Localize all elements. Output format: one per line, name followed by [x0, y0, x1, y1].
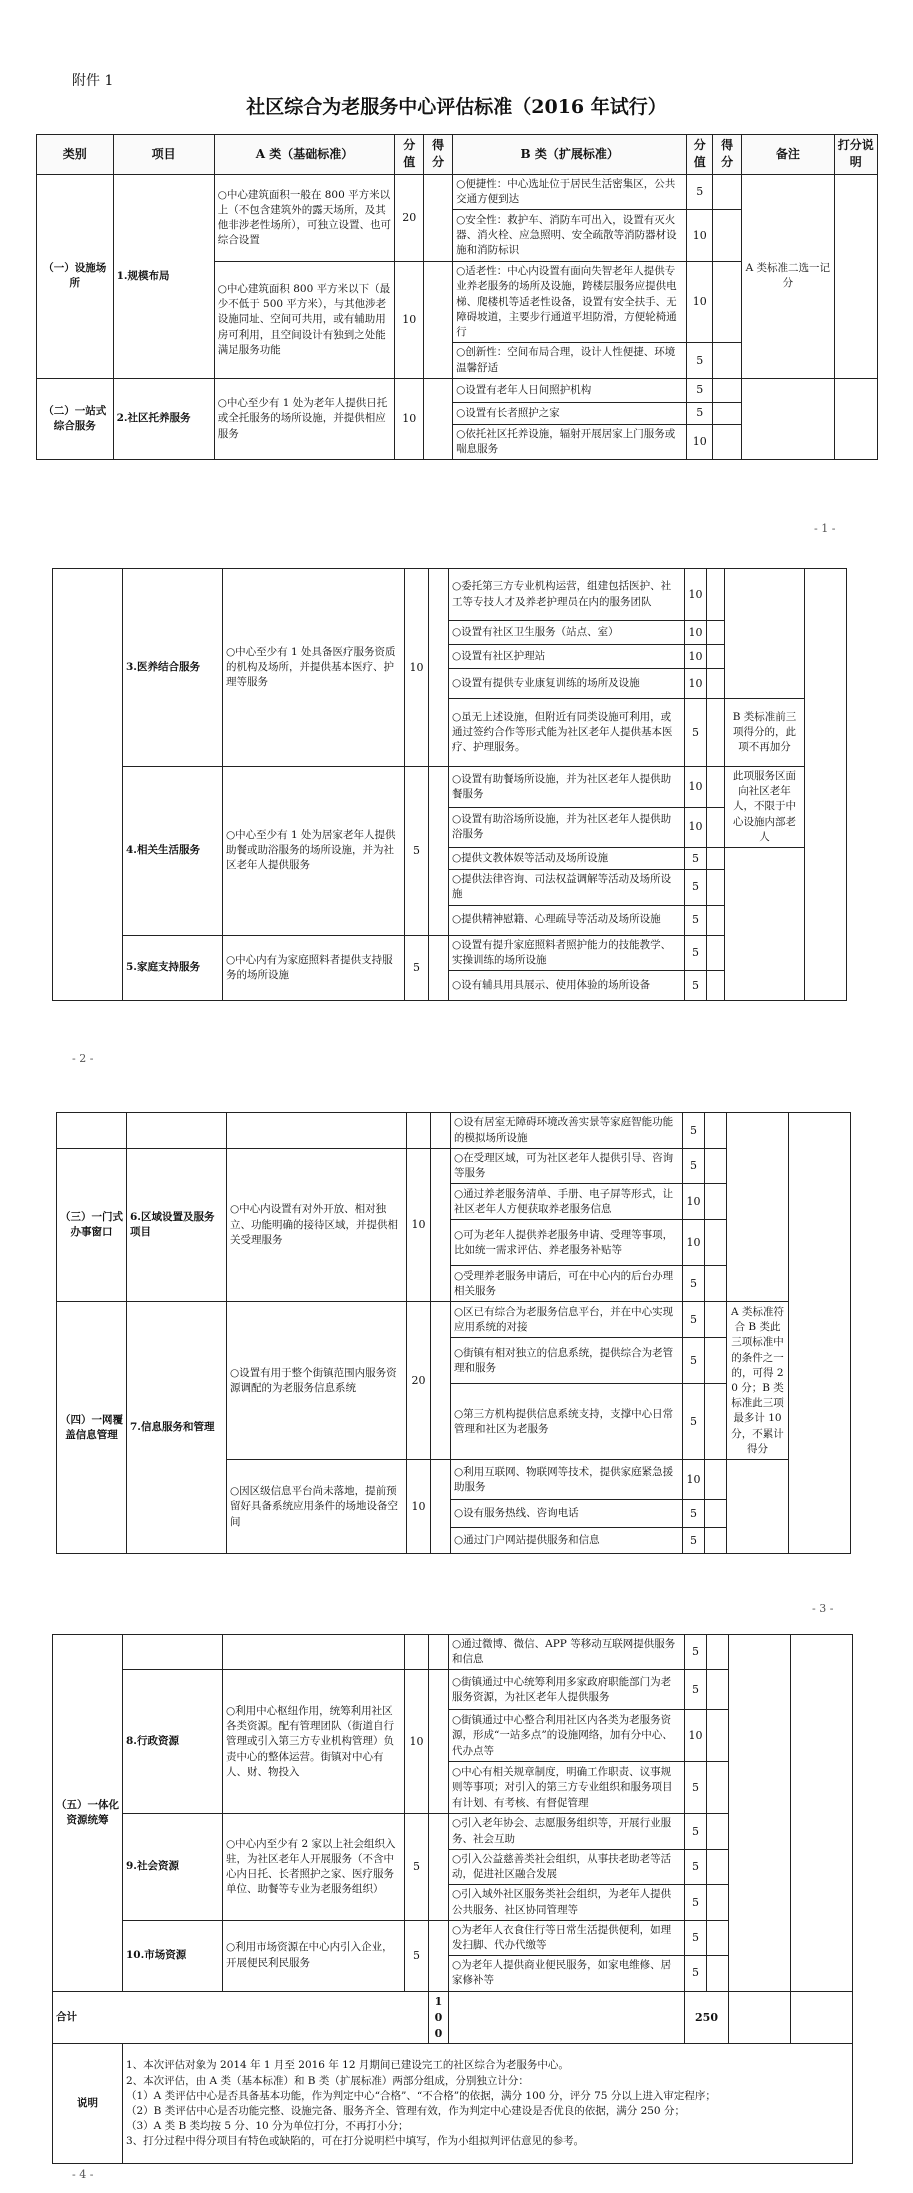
a-score-cell: 5	[405, 1814, 429, 1920]
b-got-cell[interactable]	[707, 807, 725, 848]
remark-cell	[727, 1113, 789, 1302]
b-score-cell: 5	[685, 905, 707, 935]
b-got-cell[interactable]	[707, 1635, 729, 1670]
b-got-cell[interactable]	[713, 402, 742, 424]
header-explain: 打分说明	[834, 135, 877, 175]
remark-cell: A 类标准符合 B 类此三项标准中的条件之一的，可得 20 分；B 类标准此三项最多计 10 分，不累计得分	[727, 1302, 789, 1460]
b-standard-cell: ○依托社区托养设施，辐射开展居家上门服务或喘息服务	[453, 424, 687, 459]
b-got-cell[interactable]	[705, 1384, 727, 1460]
b-got-cell[interactable]	[713, 378, 742, 402]
remark-cell: 此项服务区面向社区老年人，不限于中心设施内部老人	[725, 767, 805, 848]
explain-cell[interactable]	[805, 569, 847, 1001]
b-standard-cell: ○通过微博、微信、APP 等移动互联网提供服务和信息	[449, 1635, 685, 1670]
b-standard-cell: ○委托第三方专业机构运营，组建包括医护、社工等专技人才及养老护理员在内的服务团队	[449, 569, 685, 621]
b-score-cell: 5	[685, 1762, 707, 1814]
b-score-cell: 5	[683, 1500, 705, 1528]
b-score-cell: 5	[685, 1956, 707, 1991]
b-standard-cell: ○设有居室无障碍环境改善实景等家庭智能功能的模拟场所设施	[451, 1113, 683, 1149]
notes-label: 说明	[53, 2044, 123, 2164]
b-got-cell[interactable]	[707, 1762, 729, 1814]
total-b-value: 250	[685, 1991, 729, 2044]
b-standard-cell: ○为老年人衣食住行等日常生活提供便利，如理发扫脚、代办代缴等	[449, 1920, 685, 1955]
b-score-cell: 5	[683, 1113, 705, 1149]
b-got-cell[interactable]	[707, 645, 725, 669]
b-standard-cell: ○提供精神慰籍、心理疏导等活动及场所设施	[449, 905, 685, 935]
category-cell: （五）一体化资源统筹	[53, 1635, 123, 1992]
b-score-cell: 10	[683, 1184, 705, 1220]
a-score-cell	[407, 1113, 431, 1149]
item-cell: 4.相关生活服务	[123, 767, 223, 936]
item-cell: 6.区域设置及服务项目	[127, 1149, 227, 1302]
b-score-cell: 5	[683, 1302, 705, 1338]
a-got-cell[interactable]	[429, 1814, 449, 1920]
b-standard-cell: ○引入老年协会、志愿服务组织等，开展行业服务、社会互助	[449, 1814, 685, 1849]
page-title: 社区综合为老服务中心评估标准（2016 年试行）	[246, 96, 667, 118]
b-standard-cell: ○设置有老年人日间照护机构	[453, 378, 687, 402]
b-got-cell[interactable]	[707, 569, 725, 621]
b-score-cell: 5	[685, 699, 707, 767]
table-page2	[52, 568, 847, 1001]
a-got-cell[interactable]	[429, 935, 449, 1000]
b-score-cell: 5	[683, 1149, 705, 1184]
b-got-cell[interactable]	[707, 1814, 729, 1849]
table-page1	[36, 134, 878, 460]
b-score-cell: 10	[685, 1710, 707, 1762]
explain-cell[interactable]	[834, 174, 877, 378]
a-score-cell: 20	[395, 174, 424, 261]
b-got-cell[interactable]	[707, 970, 725, 1000]
b-score-cell: 5	[685, 848, 707, 870]
a-standard-cell: ○中心至少有 1 处为老年人提供日托或全托服务的场所设施，并提供相应服务	[214, 378, 395, 459]
a-score-cell: 5	[405, 935, 429, 1000]
header-a-got: 得分	[424, 135, 453, 175]
b-score-cell: 10	[685, 767, 707, 808]
total-label: 合计	[53, 1991, 429, 2044]
a-score-cell	[405, 1635, 429, 1670]
category-cell: （四）一网覆盖信息管理	[57, 1302, 127, 1554]
b-got-cell[interactable]	[707, 621, 725, 645]
header-row	[37, 135, 878, 175]
a-standard-cell: ○利用市场资源在中心内引入企业，开展便民利民服务	[223, 1920, 405, 1991]
page-number: - 4 -	[72, 2168, 94, 2181]
b-standard-cell: ○中心有相关规章制度，明确工作职责、议事规则等事项；对引入的第三方专业组织和服务项目有计划、有考核、有督促管理	[449, 1762, 685, 1814]
a-score-cell: 5	[405, 1920, 429, 1991]
b-got-cell[interactable]	[705, 1460, 727, 1500]
remark-cell	[729, 1635, 791, 1992]
annex-label: 附件 1	[72, 73, 114, 89]
a-score-cell: 10	[405, 569, 429, 767]
note-line: （3）A 类 B 类均按 5 分、10 分为单位打分，不再打小分；	[126, 2120, 409, 2133]
note-line: （2）B 类评估中心是否功能完整、设施完备、服务齐全、管理有效，作为判定中心建设是否优良的依据，满分 250 分；	[126, 2104, 685, 2117]
a-standard-cell	[223, 1635, 405, 1670]
a-got-cell[interactable]	[424, 262, 453, 379]
b-score-cell: 10	[685, 621, 707, 645]
a-got-cell[interactable]	[431, 1460, 451, 1554]
b-standard-cell: ○设置有提升家庭照料者照护能力的技能教学、实操训练的场所设施	[449, 935, 685, 970]
table-page3	[56, 1112, 851, 1554]
b-got-cell[interactable]	[713, 210, 742, 262]
header-a-standard: A 类（基础标准）	[214, 135, 395, 175]
b-standard-cell: ○设置有社区卫生服务（站点、室）	[449, 621, 685, 645]
a-standard-cell: ○利用中心枢纽作用，统筹利用社区各类资源。配有管理团队（街道自行管理或引入第三方专业机构管理）负责中心的整体运营。街镇对中心有人、财、物投入	[223, 1670, 405, 1814]
a-standard-cell: ○中心内有为家庭照料者提供支持服务的场所设施	[223, 935, 405, 1000]
page-number: - 2 -	[72, 1052, 94, 1065]
a-score-cell: 10	[407, 1460, 431, 1554]
a-got-cell[interactable]	[429, 1670, 449, 1814]
b-got-cell[interactable]	[705, 1500, 727, 1528]
category-cell	[53, 569, 123, 1001]
item-cell: 1.规模布局	[113, 174, 214, 378]
remark-cell	[742, 378, 834, 459]
item-cell: 2.社区托养服务	[113, 378, 214, 459]
b-score-cell: 5	[687, 378, 713, 402]
page-number: - 3 -	[812, 1602, 834, 1615]
category-cell	[57, 1113, 127, 1149]
b-got-cell[interactable]	[705, 1113, 727, 1149]
b-standard-cell: ○第三方机构提供信息系统支持，支撑中心日常管理和社区为老服务	[451, 1384, 683, 1460]
b-got-cell[interactable]	[713, 343, 742, 378]
a-got-cell[interactable]	[431, 1149, 451, 1302]
page-number: - 1 -	[814, 522, 836, 535]
b-score-cell: 5	[685, 970, 707, 1000]
b-standard-cell: ○通过养老服务清单、手册、电子屏等形式，让社区老年人方便获取养老服务信息	[451, 1184, 683, 1220]
b-got-cell[interactable]	[713, 262, 742, 343]
b-score-cell: 10	[687, 424, 713, 459]
b-got-cell[interactable]	[705, 1266, 727, 1302]
b-standard-cell: ○提供法律咨询、司法权益调解等活动及场所设施	[449, 870, 685, 905]
a-got-cell[interactable]	[424, 174, 453, 261]
category-cell: （二）一站式综合服务	[37, 378, 114, 459]
item-cell	[123, 1635, 223, 1670]
notes-row	[53, 2044, 853, 2164]
item-cell: 10.市场资源	[123, 1920, 223, 1991]
b-got-cell[interactable]	[707, 767, 725, 808]
b-standard-cell: ○设有服务热线、咨询电话	[451, 1500, 683, 1528]
a-standard-cell: ○因区级信息平台尚未落地，提前预留好具备系统应用条件的场地设备空间	[227, 1460, 407, 1554]
remark-cell: A 类标准二选一记分	[742, 174, 834, 378]
b-score-cell: 10	[685, 645, 707, 669]
b-standard-cell: ○利用互联网、物联网等技术，提供家庭紧急援助服务	[451, 1460, 683, 1500]
b-score-cell: 5	[685, 870, 707, 905]
b-standard-cell: ○可为老年人提供养老服务申请、受理等事项，比如统一需求评估、养老服务补贴等	[451, 1220, 683, 1266]
b-standard-cell: ○设置有助餐场所设施，并为社区老年人提供助餐服务	[449, 767, 685, 808]
b-got-cell[interactable]	[705, 1528, 727, 1554]
b-score-cell: 5	[685, 1920, 707, 1955]
b-standard-cell: ○街镇有相对独立的信息系统，提供综合为老管理和服务	[451, 1338, 683, 1384]
b-got-cell[interactable]	[713, 424, 742, 459]
b-score-cell: 5	[683, 1338, 705, 1384]
b-got-cell[interactable]	[707, 669, 725, 699]
a-got-cell[interactable]	[431, 1113, 451, 1149]
note-line: 3、打分过程中得分项目有特色或缺陷的，可在打分说明栏中填写，作为小组拟判评估意见的参考。	[126, 2135, 585, 2148]
b-standard-cell: ○创新性：空间布局合理，设计人性便捷、环境温馨舒适	[453, 343, 687, 378]
b-score-cell: 10	[685, 807, 707, 848]
a-got-cell[interactable]	[429, 1920, 449, 1991]
b-standard-cell: ○引入域外社区服务类社会组织，为老年人提供公共服务、社区协同管理等	[449, 1885, 685, 1920]
b-got-cell[interactable]	[707, 848, 725, 870]
a-standard-cell: ○中心至少有 1 处具备医疗服务资质的机构及场所，并提供基本医疗、护理等服务	[223, 569, 405, 767]
a-standard-cell: ○中心内至少有 2 家以上社会组织入驻，为社区老年人开展服务（不含中心内日托、长者照护之家、医疗服务单位、助餐等专业为老服务组织）	[223, 1814, 405, 1920]
explain-cell[interactable]	[834, 378, 877, 459]
header-category: 类别	[37, 135, 114, 175]
b-standard-cell: ○在受理区域，可为社区老年人提供引导、咨询等服务	[451, 1149, 683, 1184]
b-got-cell[interactable]	[705, 1338, 727, 1384]
note-line: （1）A 类评估中心是否具备基本功能，作为判定中心“合格”、“不合格”的依据，满分 100 分，评分 75 分以上进入审定程序；	[126, 2089, 716, 2102]
b-score-cell: 10	[683, 1460, 705, 1500]
header-b-standard: B 类（扩展标准）	[453, 135, 687, 175]
b-standard-cell: ○便捷性：中心选址位于居民生活密集区，公共交通方便到达	[453, 174, 687, 209]
b-score-cell: 10	[687, 262, 713, 343]
table-page4	[52, 1634, 853, 2164]
b-got-cell[interactable]	[705, 1149, 727, 1184]
total-spacer	[449, 1991, 685, 2044]
item-cell: 7.信息服务和管理	[127, 1302, 227, 1554]
b-got-cell[interactable]	[707, 905, 725, 935]
b-score-cell: 10	[685, 569, 707, 621]
a-score-cell: 10	[407, 1149, 431, 1302]
item-cell: 3.医养结合服务	[123, 569, 223, 767]
b-standard-cell: ○虽无上述设施，但附近有同类设施可利用，或通过签约合作等形式能为社区老年人提供基本医疗、护理服务。	[449, 699, 685, 767]
b-score-cell: 5	[685, 1885, 707, 1920]
b-got-cell[interactable]	[707, 935, 725, 970]
total-row	[53, 1991, 853, 2044]
b-standard-cell: ○受理养老服务申请后，可在中心内的后台办理相关服务	[451, 1266, 683, 1302]
header-item: 项目	[113, 135, 214, 175]
a-got-cell[interactable]	[429, 767, 449, 936]
b-score-cell: 5	[683, 1266, 705, 1302]
b-score-cell: 5	[687, 174, 713, 209]
total-remark	[729, 1991, 791, 2044]
b-got-cell[interactable]	[707, 1849, 729, 1884]
b-standard-cell: ○街镇通过中心整合利用社区内各类为老服务资源，形成“一站多点”的设施网络，加有分中心、代办点等	[449, 1710, 685, 1762]
header-b-score: 分值	[687, 135, 713, 175]
b-standard-cell: ○通过门户网站提供服务和信息	[451, 1528, 683, 1554]
b-standard-cell: ○设置有长者照护之家	[453, 402, 687, 424]
b-got-cell[interactable]	[707, 699, 725, 767]
b-score-cell: 5	[683, 1528, 705, 1554]
b-score-cell: 5	[685, 1814, 707, 1849]
a-score-cell: 10	[405, 1670, 429, 1814]
a-got-cell[interactable]	[431, 1302, 451, 1460]
a-standard-cell: ○中心至少有 1 处为居家老年人提供助餐或助浴服务的场所设施，并为社区老年人提供服务	[223, 767, 405, 936]
b-standard-cell: ○设置有助浴场所设施，并为社区老年人提供助浴服务	[449, 807, 685, 848]
b-got-cell[interactable]	[713, 174, 742, 209]
remark-cell	[725, 848, 805, 1001]
a-standard-cell: ○中心内设置有对外开放、相对独立、功能明确的接待区域，并提供相关受理服务	[227, 1149, 407, 1302]
note-line: 1、本次评估对象为 2014 年 1 月至 2016 年 12 月期间已建设完工的社区综合为老服务中心。	[126, 2059, 569, 2072]
category-cell: （一）设施场所	[37, 174, 114, 378]
total-explain	[791, 1991, 853, 2044]
a-standard-cell	[227, 1113, 407, 1149]
b-score-cell: 5	[685, 1670, 707, 1710]
b-got-cell[interactable]	[705, 1184, 727, 1220]
b-standard-cell: ○设有辅具用具展示、使用体验的场所设备	[449, 970, 685, 1000]
b-score-cell: 10	[685, 669, 707, 699]
b-standard-cell: ○提供文教体娱等活动及场所设施	[449, 848, 685, 870]
b-standard-cell: ○街镇通过中心统筹利用多家政府职能部门为老服务资源，为社区老年人提供服务	[449, 1670, 685, 1710]
a-standard-cell: ○中心建筑面积 800 平方米以下（最少不低于 500 平方米），与其他涉老设施同址、空间可共用，或有辅助用房可利用，且空间设计有独到之处能满足服务功能	[214, 262, 395, 379]
a-score-cell: 10	[395, 262, 424, 379]
remark-cell: B 类标准前三项得分的，此项不再加分	[725, 699, 805, 767]
b-standard-cell: ○设置有社区护理站	[449, 645, 685, 669]
b-got-cell[interactable]	[705, 1302, 727, 1338]
header-a-score: 分值	[395, 135, 424, 175]
item-cell	[127, 1113, 227, 1149]
a-score-cell: 5	[405, 767, 429, 936]
category-cell: （三）一门式办事窗口	[57, 1149, 127, 1302]
b-standard-cell: ○安全性：救护车、消防车可出入，设置有灭火器、消火栓、应急照明、安全疏散等消防器材设施和消防标识	[453, 210, 687, 262]
a-standard-cell: ○中心建筑面积一般在 800 平方米以上（不包含建筑外的露天场所，及其他非涉老性场所），可独立设置、也可综合设置	[214, 174, 395, 261]
b-got-cell[interactable]	[707, 1956, 729, 1991]
item-cell: 8.行政资源	[123, 1670, 223, 1814]
b-score-cell: 10	[687, 210, 713, 262]
a-got-cell[interactable]	[429, 569, 449, 767]
a-standard-cell: ○设置有用于整个街镇范围内服务资源调配的为老服务信息系统	[227, 1302, 407, 1460]
b-standard-cell: ○为老年人提供商业便民服务，如家电维修、居家修补等	[449, 1956, 685, 1991]
note-line: 2、本次评估，由 A 类（基本标准）和 B 类（扩展标准）两部分组成，分别独立计分：	[126, 2074, 529, 2087]
remark-cell	[727, 1460, 789, 1554]
b-standard-cell: ○引入公益慈善类社会组织，从事扶老助老等活动，促进社区融合发展	[449, 1849, 685, 1884]
b-got-cell[interactable]	[707, 870, 725, 905]
b-score-cell: 5	[687, 402, 713, 424]
b-got-cell[interactable]	[707, 1710, 729, 1762]
a-got-cell[interactable]	[424, 378, 453, 459]
notes-body	[123, 2044, 853, 2164]
header-b-got: 得分	[713, 135, 742, 175]
b-standard-cell: ○适老性：中心内设置有面向失智老年人提供专业养老服务的场所及设施，跨楼层服务应提供电梯、爬楼机等适老性设备，设置有安全扶手、无障碍坡道，主要步行通道平坦防滑，方便轮椅通行	[453, 262, 687, 343]
b-score-cell: 10	[683, 1220, 705, 1266]
b-got-cell[interactable]	[707, 1670, 729, 1710]
b-score-cell: 5	[685, 1849, 707, 1884]
b-score-cell: 5	[685, 935, 707, 970]
a-score-cell: 10	[395, 378, 424, 459]
b-got-cell[interactable]	[707, 1920, 729, 1955]
b-got-cell[interactable]	[707, 1885, 729, 1920]
b-standard-cell: ○区已有综合为老服务信息平台，并在中心实现应用系统的对接	[451, 1302, 683, 1338]
a-got-cell[interactable]	[429, 1635, 449, 1670]
explain-cell[interactable]	[791, 1635, 853, 1992]
item-cell: 9.社会资源	[123, 1814, 223, 1920]
b-score-cell: 5	[687, 343, 713, 378]
b-standard-cell: ○设置有提供专业康复训练的场所及设施	[449, 669, 685, 699]
b-score-cell: 5	[683, 1384, 705, 1460]
a-score-cell: 20	[407, 1302, 431, 1460]
remark-cell	[725, 569, 805, 699]
item-cell: 5.家庭支持服务	[123, 935, 223, 1000]
total-a-value: 100	[429, 1991, 449, 2044]
explain-cell[interactable]	[789, 1113, 851, 1554]
b-got-cell[interactable]	[705, 1220, 727, 1266]
header-remark: 备注	[742, 135, 834, 175]
b-score-cell: 5	[685, 1635, 707, 1670]
